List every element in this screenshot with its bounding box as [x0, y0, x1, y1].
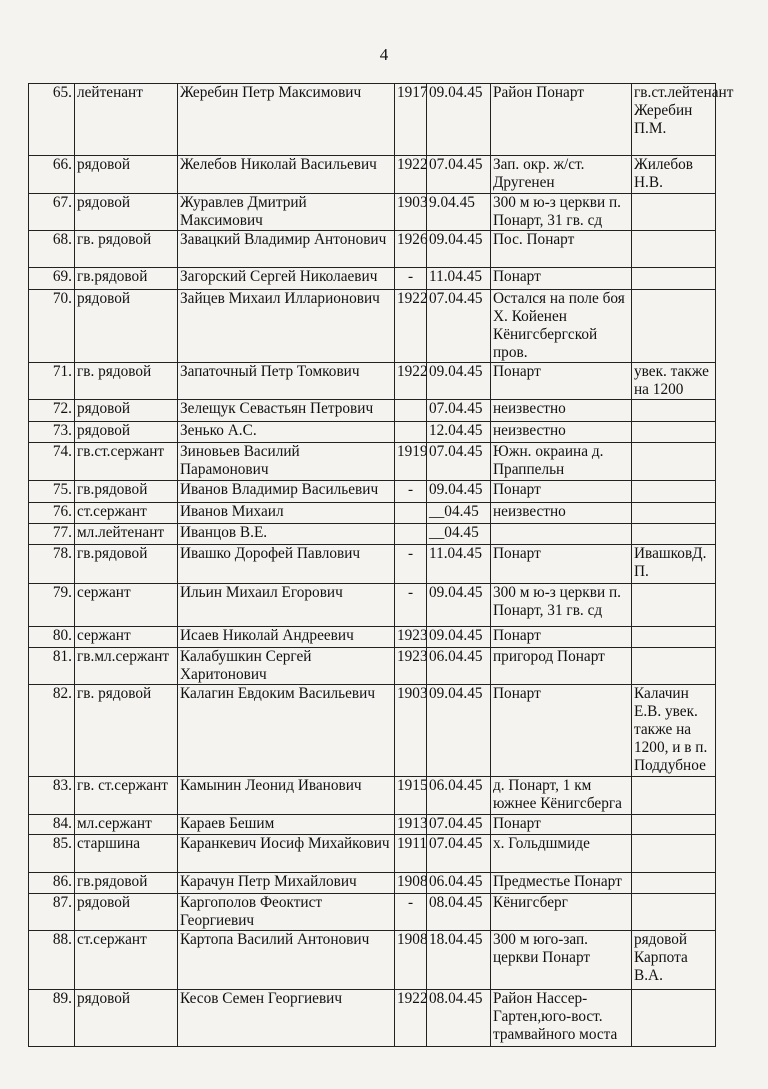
- note-cell: [632, 835, 716, 873]
- note-cell: [632, 894, 716, 931]
- birth-year-cell: -: [395, 545, 427, 584]
- table-row: [29, 777, 716, 815]
- burial-place-cell: пригород Понарт: [491, 648, 632, 685]
- birth-year-cell: 1913: [395, 815, 427, 835]
- birth-year-cell: 1917: [395, 84, 427, 156]
- table-row: [29, 524, 716, 545]
- birth-year-cell: [395, 400, 427, 422]
- row-number: 67.: [29, 194, 75, 231]
- death-date-cell: 11.04.45: [427, 545, 491, 584]
- table-row: [29, 443, 716, 481]
- death-date-cell: 07.04.45: [427, 443, 491, 481]
- burial-place-cell: Понарт: [491, 815, 632, 835]
- birth-year-cell: 1915: [395, 777, 427, 815]
- rank-cell: гв.рядовой: [75, 481, 178, 503]
- row-number: 81.: [29, 648, 75, 685]
- burial-place-cell: х. Гольдшмиде: [491, 835, 632, 873]
- rank-cell: гв.рядовой: [75, 873, 178, 894]
- full-name-cell: Желебов Николай Васильевич: [178, 156, 395, 194]
- death-date-cell: 09.04.45: [427, 685, 491, 777]
- note-cell: [632, 648, 716, 685]
- note-cell: [632, 503, 716, 524]
- death-date-cell: 09.04.45: [427, 627, 491, 648]
- burial-place-cell: 300 м ю-з церкви п. Понарт, 31 гв. сд: [491, 194, 632, 231]
- row-number: 75.: [29, 481, 75, 503]
- burial-place-cell: Кёнигсберг: [491, 894, 632, 931]
- rank-cell: гв. рядовой: [75, 363, 178, 400]
- table-row: [29, 84, 716, 156]
- full-name-cell: Загорский Сергей Николаевич: [178, 268, 395, 290]
- burial-place-cell: неизвестно: [491, 400, 632, 422]
- full-name-cell: Калагин Евдоким Васильевич: [178, 685, 395, 777]
- row-number: 87.: [29, 894, 75, 931]
- birth-year-cell: 1908: [395, 931, 427, 990]
- table-row: [29, 627, 716, 648]
- birth-year-cell: 1903: [395, 685, 427, 777]
- death-date-cell: 06.04.45: [427, 648, 491, 685]
- full-name-cell: Запаточный Петр Томкович: [178, 363, 395, 400]
- death-date-cell: 12.04.45: [427, 422, 491, 443]
- death-date-cell: 08.04.45: [427, 894, 491, 931]
- full-name-cell: Исаев Николай Андреевич: [178, 627, 395, 648]
- row-number: 72.: [29, 400, 75, 422]
- row-number: 73.: [29, 422, 75, 443]
- burial-place-cell: 300 м юго-зап. церкви Понарт: [491, 931, 632, 990]
- birth-year-cell: 1908: [395, 873, 427, 894]
- table-row: [29, 835, 716, 873]
- row-number: 86.: [29, 873, 75, 894]
- table-row: [29, 481, 716, 503]
- row-number: 79.: [29, 584, 75, 627]
- note-cell: [632, 290, 716, 363]
- full-name-cell: Иванов Михаил: [178, 503, 395, 524]
- rank-cell: лейтенант: [75, 84, 178, 156]
- birth-year-cell: 1923: [395, 648, 427, 685]
- note-cell: [632, 481, 716, 503]
- birth-year-cell: 1903: [395, 194, 427, 231]
- table-row: [29, 290, 716, 363]
- note-cell: [632, 777, 716, 815]
- burial-place-cell: Район Понарт: [491, 84, 632, 156]
- note-cell: [632, 268, 716, 290]
- note-cell: [632, 231, 716, 268]
- rank-cell: рядовой: [75, 290, 178, 363]
- rank-cell: рядовой: [75, 156, 178, 194]
- table-row: [29, 545, 716, 584]
- table-row: [29, 873, 716, 894]
- death-date-cell: 07.04.45: [427, 156, 491, 194]
- birth-year-cell: -: [395, 268, 427, 290]
- table-row: [29, 815, 716, 835]
- death-date-cell: 07.04.45: [427, 815, 491, 835]
- full-name-cell: Зенько А.С.: [178, 422, 395, 443]
- row-number: 74.: [29, 443, 75, 481]
- full-name-cell: Жеребин Петр Максимович: [178, 84, 395, 156]
- table-row: [29, 894, 716, 931]
- full-name-cell: Каранкевич Иосиф Михайкович: [178, 835, 395, 873]
- full-name-cell: Кесов Семен Георгиевич: [178, 990, 395, 1047]
- table-row: [29, 503, 716, 524]
- burial-place-cell: 300 м ю-з церкви п. Понарт, 31 гв. сд: [491, 584, 632, 627]
- row-number: 89.: [29, 990, 75, 1047]
- birth-year-cell: 1923: [395, 627, 427, 648]
- rank-cell: гв.рядовой: [75, 268, 178, 290]
- birth-year-cell: 1911: [395, 835, 427, 873]
- rank-cell: гв.рядовой: [75, 545, 178, 584]
- row-number: 71.: [29, 363, 75, 400]
- rank-cell: гв. рядовой: [75, 685, 178, 777]
- death-date-cell: 07.04.45: [427, 835, 491, 873]
- full-name-cell: Зиновьев Василий Парамонович: [178, 443, 395, 481]
- table-row: [29, 931, 716, 990]
- full-name-cell: Камынин Леонид Иванович: [178, 777, 395, 815]
- burial-place-cell: Остался на поле боя Х. Койенен Кёнигсбергской пров.: [491, 290, 632, 363]
- full-name-cell: Каргополов Феоктист Георгиевич: [178, 894, 395, 931]
- burial-place-cell: [491, 524, 632, 545]
- death-date-cell: 09.04.45: [427, 481, 491, 503]
- rank-cell: гв. ст.сержант: [75, 777, 178, 815]
- records-table-body: [29, 84, 734, 1047]
- birth-year-cell: 1922: [395, 990, 427, 1047]
- row-number: 83.: [29, 777, 75, 815]
- birth-year-cell: 1926: [395, 231, 427, 268]
- death-date-cell: 18.04.45: [427, 931, 491, 990]
- burial-place-cell: Предместье Понарт: [491, 873, 632, 894]
- full-name-cell: Зайцев Михаил Илларионович: [178, 290, 395, 363]
- table-row: [29, 584, 716, 627]
- row-number: 68.: [29, 231, 75, 268]
- rank-cell: гв.мл.сержант: [75, 648, 178, 685]
- death-date-cell: 06.04.45: [427, 873, 491, 894]
- full-name-cell: Завацкий Владимир Антонович: [178, 231, 395, 268]
- death-date-cell: 09.04.45: [427, 363, 491, 400]
- note-cell: рядовой Карпота В.А.: [632, 931, 716, 990]
- death-date-cell: 09.04.45: [427, 231, 491, 268]
- burial-place-cell: Понарт: [491, 685, 632, 777]
- note-cell: Калачин Е.В. увек. также на 1200, и в п. Поддубное: [632, 685, 716, 777]
- rank-cell: старшина: [75, 835, 178, 873]
- rank-cell: гв.ст.сержант: [75, 443, 178, 481]
- full-name-cell: Журавлев Дмитрий Максимович: [178, 194, 395, 231]
- row-number: 76.: [29, 503, 75, 524]
- note-cell: [632, 422, 716, 443]
- note-cell: [632, 627, 716, 648]
- page-number: 4: [379, 45, 389, 64]
- burial-place-cell: Пос. Понарт: [491, 231, 632, 268]
- records-table: [28, 83, 734, 1047]
- note-cell: [632, 815, 716, 835]
- birth-year-cell: [395, 503, 427, 524]
- burial-place-cell: неизвестно: [491, 422, 632, 443]
- row-number: 65.: [29, 84, 75, 156]
- burial-place-cell: Южн. окраина д. Праппельн: [491, 443, 632, 481]
- death-date-cell: 09.04.45: [427, 84, 491, 156]
- burial-place-cell: Понарт: [491, 268, 632, 290]
- row-number: 80.: [29, 627, 75, 648]
- full-name-cell: Зелещук Севастьян Петрович: [178, 400, 395, 422]
- death-date-cell: 09.04.45: [427, 584, 491, 627]
- birth-year-cell: [395, 422, 427, 443]
- rank-cell: гв. рядовой: [75, 231, 178, 268]
- row-number: 69.: [29, 268, 75, 290]
- death-date-cell: 06.04.45: [427, 777, 491, 815]
- full-name-cell: Ильин Михаил Егорович: [178, 584, 395, 627]
- birth-year-cell: 1922: [395, 156, 427, 194]
- table-row: [29, 231, 716, 268]
- burial-place-cell: Понарт: [491, 363, 632, 400]
- full-name-cell: Ивашко Дорофей Павлович: [178, 545, 395, 584]
- full-name-cell: Иванов Владимир Васильевич: [178, 481, 395, 503]
- rank-cell: сержант: [75, 584, 178, 627]
- note-cell: ИвашковД. П.: [632, 545, 716, 584]
- note-cell: [632, 400, 716, 422]
- birth-year-cell: -: [395, 894, 427, 931]
- row-number: 82.: [29, 685, 75, 777]
- full-name-cell: Караев Бешим: [178, 815, 395, 835]
- table-row: [29, 400, 716, 422]
- full-name-cell: Калабушкин Сергей Харитонович: [178, 648, 395, 685]
- burial-place-cell: неизвестно: [491, 503, 632, 524]
- table-row: [29, 422, 716, 443]
- row-number: 78.: [29, 545, 75, 584]
- rank-cell: мл.сержант: [75, 815, 178, 835]
- rank-cell: рядовой: [75, 990, 178, 1047]
- row-number: 85.: [29, 835, 75, 873]
- death-date-cell: 07.04.45: [427, 290, 491, 363]
- rank-cell: сержант: [75, 627, 178, 648]
- birth-year-cell: -: [395, 584, 427, 627]
- note-cell: [632, 873, 716, 894]
- birth-year-cell: 1919: [395, 443, 427, 481]
- row-number: 77.: [29, 524, 75, 545]
- note-cell: [632, 194, 716, 231]
- death-date-cell: __04.45: [427, 503, 491, 524]
- burial-place-cell: д. Понарт, 1 км южнее Кёнигсберга: [491, 777, 632, 815]
- note-cell: Жилебов Н.В.: [632, 156, 716, 194]
- note-cell: гв.ст.лейтенант Жеребин П.М.: [632, 84, 716, 156]
- birth-year-cell: -: [395, 481, 427, 503]
- table-row: [29, 648, 716, 685]
- burial-place-cell: Понарт: [491, 545, 632, 584]
- burial-place-cell: Понарт: [491, 627, 632, 648]
- note-cell: [632, 584, 716, 627]
- note-cell: увек. также на 1200: [632, 363, 716, 400]
- row-number: 70.: [29, 290, 75, 363]
- rank-cell: рядовой: [75, 194, 178, 231]
- death-date-cell: 11.04.45: [427, 268, 491, 290]
- death-date-cell: 08.04.45: [427, 990, 491, 1047]
- full-name-cell: Карачун Петр Михайлович: [178, 873, 395, 894]
- death-date-cell: __04.45: [427, 524, 491, 545]
- rank-cell: рядовой: [75, 400, 178, 422]
- burial-place-cell: Район Нассер-Гартен,юго-вост. трамвайного моста: [491, 990, 632, 1047]
- table-row: [29, 156, 716, 194]
- birth-year-cell: 1922: [395, 363, 427, 400]
- full-name-cell: Картопа Василий Антонович: [178, 931, 395, 990]
- row-number: 84.: [29, 815, 75, 835]
- table-row: [29, 685, 716, 777]
- rank-cell: мл.лейтенант: [75, 524, 178, 545]
- rank-cell: ст.сержант: [75, 503, 178, 524]
- full-name-cell: Иванцов В.Е.: [178, 524, 395, 545]
- burial-place-cell: Зап. окр. ж/ст. Другенен: [491, 156, 632, 194]
- table-row: [29, 268, 716, 290]
- rank-cell: рядовой: [75, 422, 178, 443]
- death-date-cell: 07.04.45: [427, 400, 491, 422]
- table-row: [29, 363, 716, 400]
- death-date-cell: 9.04.45: [427, 194, 491, 231]
- table-row: [29, 990, 716, 1047]
- row-number: 88.: [29, 931, 75, 990]
- rank-cell: рядовой: [75, 894, 178, 931]
- table-row: [29, 194, 716, 231]
- row-number: 66.: [29, 156, 75, 194]
- note-cell: [632, 524, 716, 545]
- note-cell: [632, 443, 716, 481]
- birth-year-cell: [395, 524, 427, 545]
- note-cell: [632, 990, 716, 1047]
- rank-cell: ст.сержант: [75, 931, 178, 990]
- burial-place-cell: Понарт: [491, 481, 632, 503]
- birth-year-cell: 1922: [395, 290, 427, 363]
